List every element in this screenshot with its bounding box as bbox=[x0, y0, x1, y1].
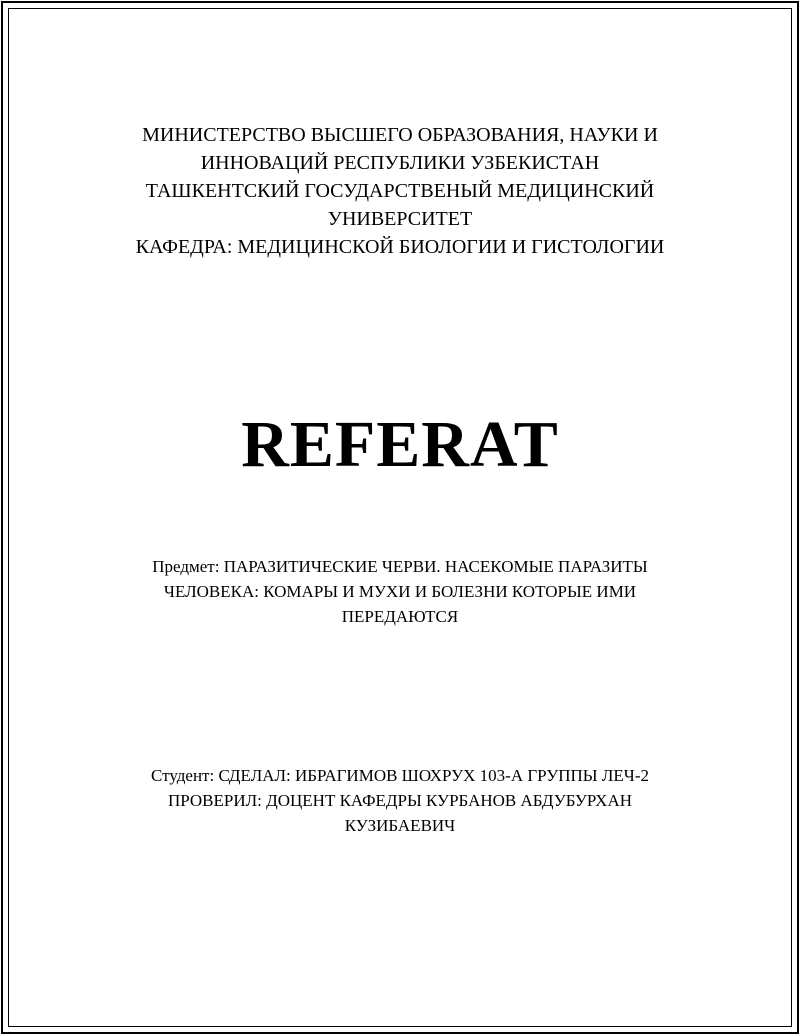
subject-line-2: ЧЕЛОВЕКА: КОМАРЫ И МУХИ И БОЛЕЗНИ КОТОРЫЕ ИМИ bbox=[163, 582, 637, 601]
document-title: REFERAT bbox=[241, 408, 559, 481]
header-line-university: ТАШКЕНТСКИЙ ГОСУДАРСТВЕНЫЙ МЕДИЦИНСКИЙ bbox=[145, 180, 655, 202]
student-line-reviewer: ПРОВЕРИЛ: ДОЦЕНТ КАФЕДРЫ КУРБАНОВ АБДУБУРХАН bbox=[167, 791, 633, 810]
institution-header bbox=[0, 121, 800, 261]
header-line-university-cont: УНИВЕРСИТЕТ bbox=[327, 208, 473, 230]
student-section bbox=[0, 763, 800, 838]
subject-line-3: ПЕРЕДАЮТСЯ bbox=[341, 607, 459, 626]
student-line-author: Студент: СДЕЛАЛ: ИБРАГИМОВ ШОХРУХ 103-А ГРУППЫ ЛЕЧ-2 bbox=[151, 766, 649, 785]
header-line-ministry: МИНИСТЕРСТВО ВЫСШЕГО ОБРАЗОВАНИЯ, НАУКИ И bbox=[142, 124, 658, 146]
subject-line-1: Предмет: ПАРАЗИТИЧЕСКИЕ ЧЕРВИ. НАСЕКОМЫЕ ПАРАЗИТЫ bbox=[152, 557, 648, 576]
header-line-ministry-cont: ИННОВАЦИЙ РЕСПУБЛИКИ УЗБЕКИСТАН bbox=[200, 152, 600, 174]
header-line-department: КАФЕДРА: МЕДИЦИНСКОЙ БИОЛОГИИ И ГИСТОЛОГИИ bbox=[135, 236, 665, 258]
student-line-reviewer-cont: КУЗИБАЕВИЧ bbox=[344, 816, 456, 835]
subject-section bbox=[0, 554, 800, 629]
